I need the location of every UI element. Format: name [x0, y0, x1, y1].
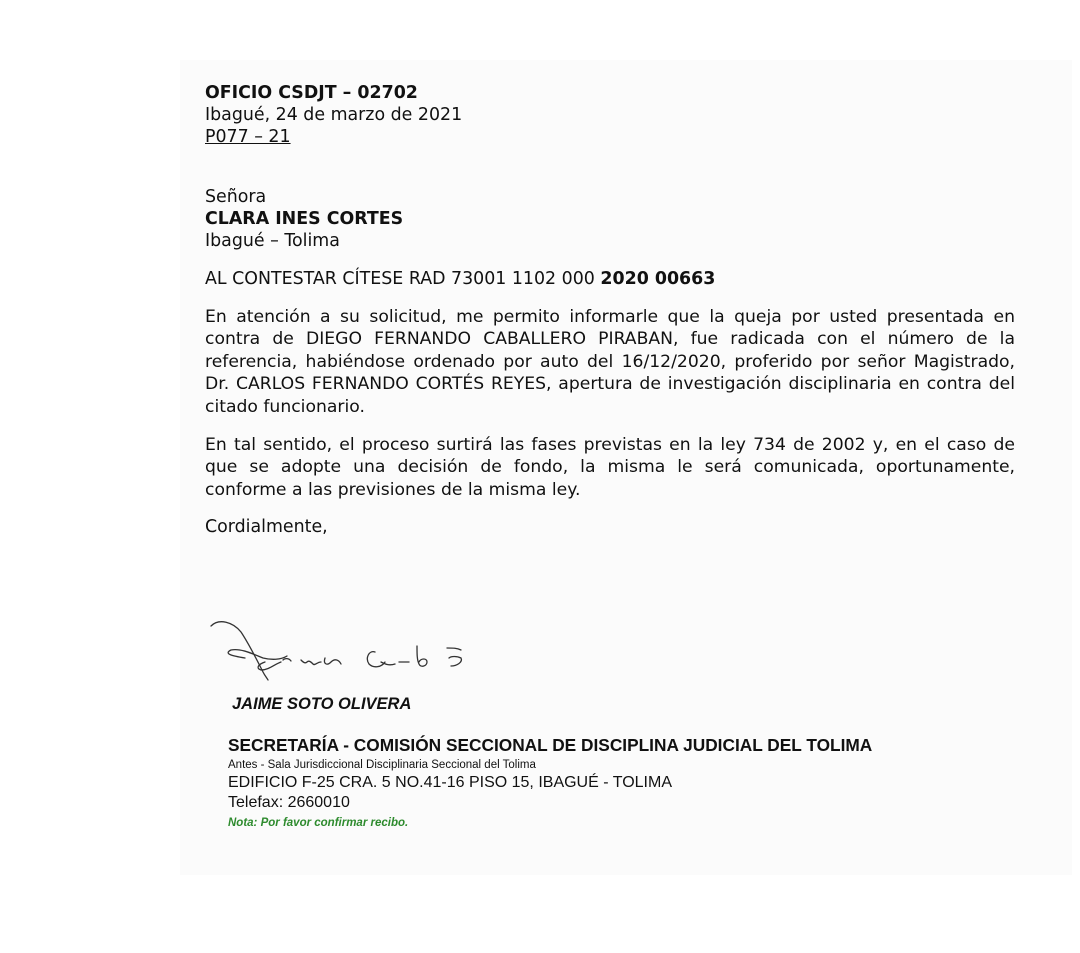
body-paragraph-1: En atención a su solicitud, me permito informarle que la queja por usted presentada en contra de DIEGO FERNANDO CABALLERO PIRABAN, fue radicada con el número de la referencia, habiéndose ordenado por auto del 16/12/2020, proferido por señor Magistrado, Dr. CARLOS FERNANDO CORTÉS REYES, apertura de investigación disciplinaria en contra del citado funcionario. [205, 307, 1015, 417]
oficio-number: OFICIO CSDJT – 02702 [205, 83, 418, 103]
recipient-city: Ibagué – Tolima [205, 231, 340, 251]
office-address: EDIFICIO F-25 CRA. 5 NO.41-16 PISO 15, IBAGUÉ - TOLIMA [228, 774, 672, 791]
rad-reference [205, 268, 1015, 290]
office-footer [228, 733, 872, 832]
place-date: Ibagué, 24 de marzo de 2021 [205, 105, 463, 125]
office-phone: Telefax: 2660010 [228, 794, 350, 811]
confirmation-note: Nota: Por favor confirmar recibo. [228, 817, 409, 829]
handwritten-signature [205, 618, 495, 690]
office-former-name: Antes - Sala Jurisdiccional Disciplinaria Seccional del Tolima [228, 759, 536, 771]
recipient-name: CLARA INES CORTES [205, 209, 404, 229]
letter-body [205, 82, 1015, 538]
recipient-block [205, 186, 1015, 252]
closing: Cordialmente, [205, 517, 328, 538]
salutation: Señora [205, 187, 267, 207]
body-paragraph-2: En tal sentido, el proceso surtirá las fases previstas en la ley 734 de 2002 y, en el caso de que se adopte una decisión de fondo, la misma le será comunicada, oportunamente, conforme a las previsiones de la misma ley. [205, 435, 1015, 500]
rad-prefix: AL CONTESTAR CÍTESE RAD 73001 1102 000 [205, 269, 595, 289]
office-title: SECRETARÍA - COMISIÓN SECCIONAL DE DISCIPLINA JUDICIAL DEL TOLIMA [228, 735, 873, 755]
rad-number: 2020 00663 [600, 269, 716, 289]
signer-name: JAIME SOTO OLIVERA [232, 695, 412, 713]
letter-header [205, 82, 1015, 148]
reference-code: P077 – 21 [205, 127, 291, 147]
